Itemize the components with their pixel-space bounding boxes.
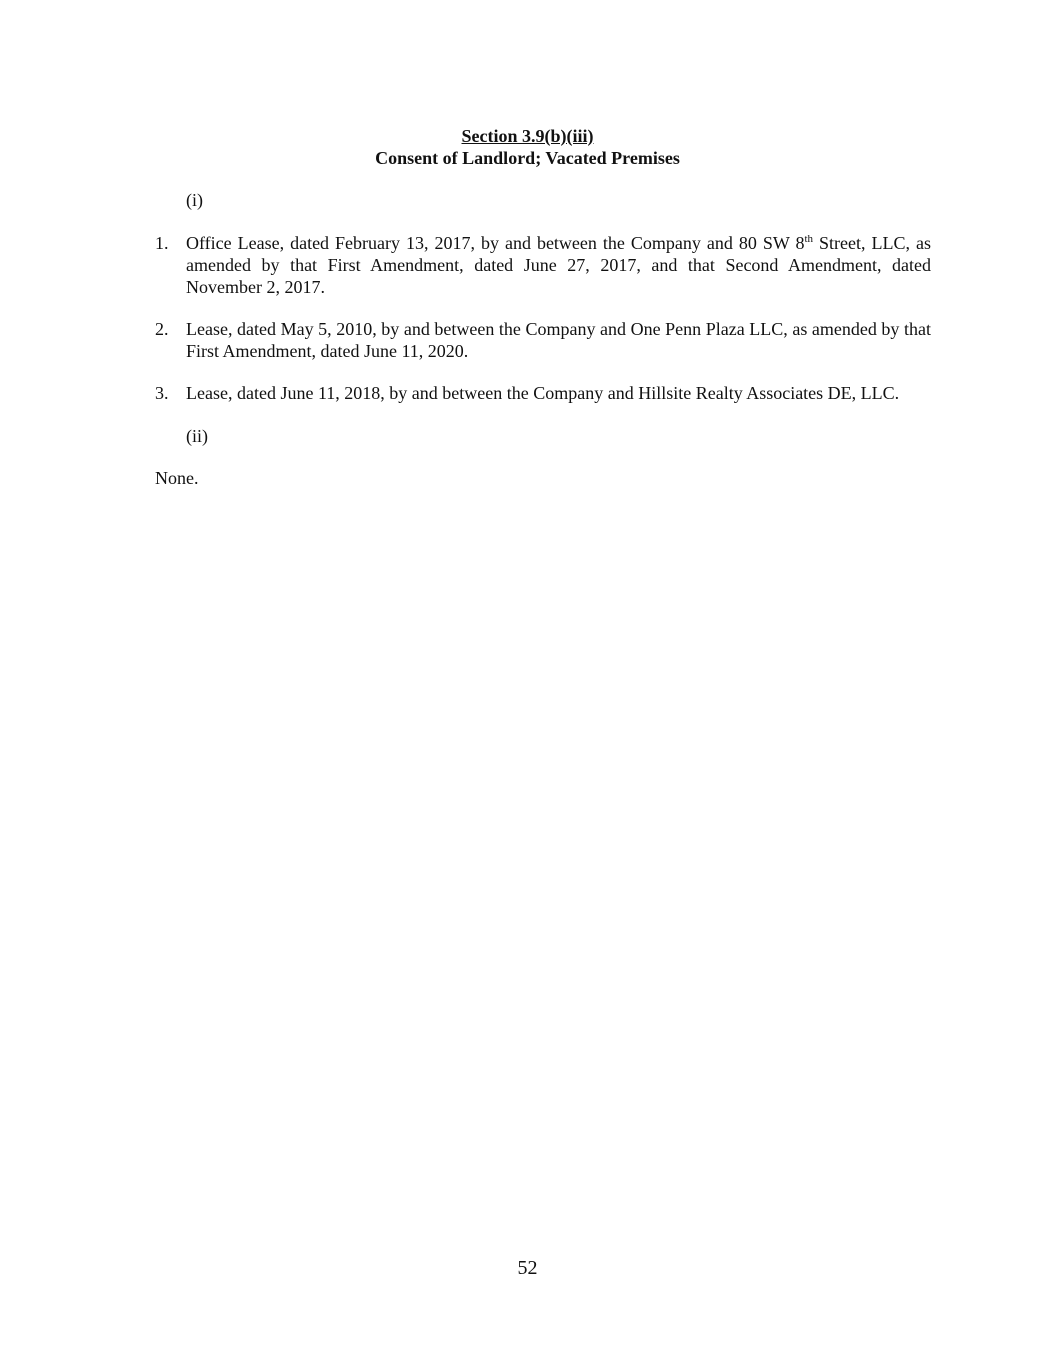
- list-item-number: 2.: [155, 319, 169, 339]
- section-heading: Section 3.9(b)(iii): [461, 126, 594, 146]
- list-item: [155, 232, 931, 298]
- section-title: Consent of Landlord; Vacated Premises: [375, 148, 680, 168]
- list-item-text: Lease, dated June 11, 2018, by and between the Company and Hillsite Realty Associates DE, LLC.: [186, 383, 900, 403]
- list-item-number: 1.: [155, 233, 169, 253]
- part-ii-body: None.: [155, 468, 199, 488]
- part-ii-label: (ii): [186, 426, 208, 446]
- list-item-text: Lease, dated May 5, 2010, by and between the Company and One Penn Plaza LLC, as amended by that First Amendment, dated June 11, 2020.: [186, 319, 931, 361]
- page-number: 52: [517, 1257, 538, 1279]
- superscript: th: [804, 233, 814, 245]
- list-item: [155, 318, 931, 362]
- part-i-label: (i): [186, 190, 203, 210]
- list-item-text: Office Lease, dated February 13, 2017, by and between the Company and 80 SW 8th Street, LLC, as amended by that First Amendment, dated June 27, 2017, and that Second Amendment, dated November 2, 2017.: [186, 233, 931, 297]
- list-item-number: 3.: [155, 383, 169, 403]
- list-item: [155, 382, 931, 404]
